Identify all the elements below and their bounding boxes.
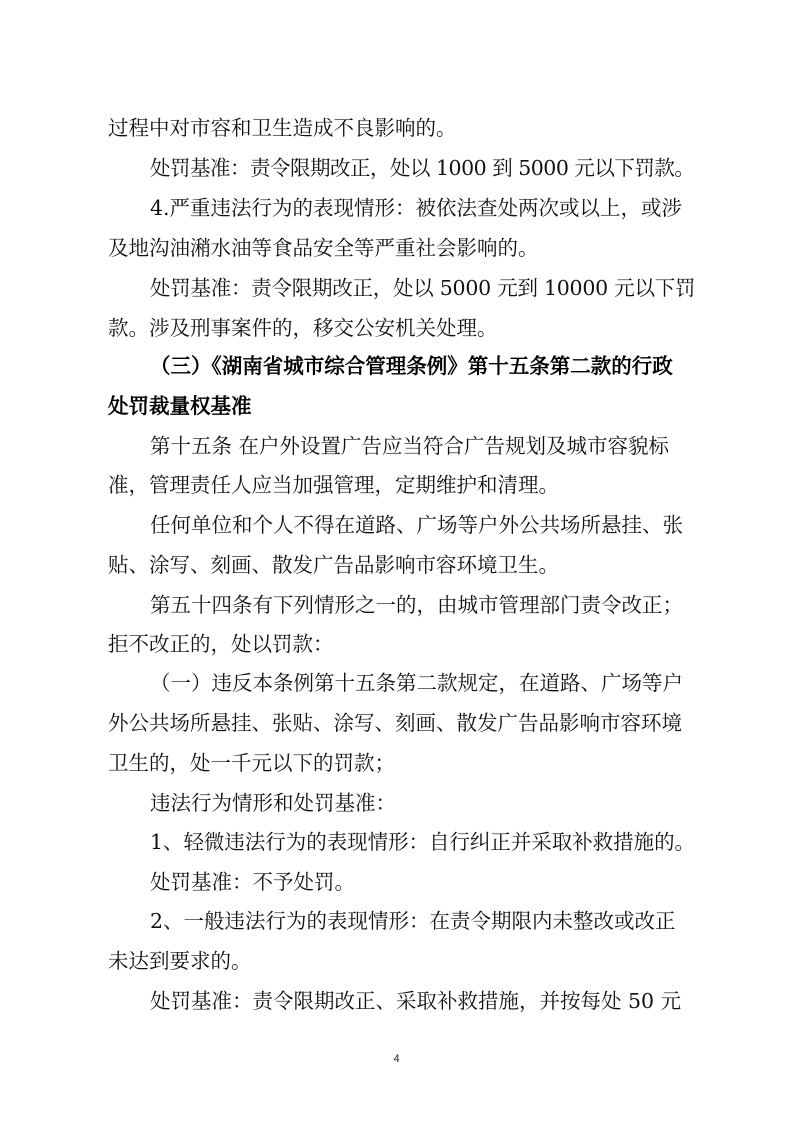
paragraph-line: 卫生的，处一千元以下的罚款； [108,751,395,775]
paragraph-line: 拒不改正的，处以罚款： [108,632,334,656]
paragraph-line: 准，管理责任人应当加强管理，定期维护和清理。 [108,473,559,497]
paragraph-line: 任何单位和个人不得在道路、广场等户外公共场所悬挂、张 [150,513,683,537]
paragraph-line: 贴、涂写、刻画、散发广告品影响市容环境卫生。 [108,553,559,577]
paragraph-line: 4.严重违法行为的表现情形：被依法查处两次或以上，或涉 [150,196,683,220]
paragraph-line: 及地沟油潲水油等食品安全等严重社会影响的。 [108,236,539,260]
paragraph-line: 2、一般违法行为的表现情形：在责令期限内未整改或改正 [150,909,676,933]
paragraph-line: 1、轻微违法行为的表现情形：自行纠正并采取补救措施的。 [150,830,696,854]
paragraph-line: 款。涉及刑事案件的，移交公安机关处理。 [108,316,498,340]
paragraph-line: 未达到要求的。 [108,949,252,973]
paragraph-line: 处罚基准：责令限期改正，处以 5000 元到 10000 元以下罚 [150,276,696,300]
paragraph-line: 第五十四条有下列情形之一的，由城市管理部门责令改正； [150,593,683,617]
section-heading-line: 处罚裁量权基准 [108,394,252,418]
paragraph-line: （一）违反本条例第十五条第二款规定，在道路、广场等户 [150,671,683,695]
paragraph-line: 外公共场所悬挂、张贴、涂写、刻画、散发广告品影响市容环境 [108,711,682,735]
section-heading-line: （三）《湖南省城市综合管理条例》第十五条第二款的行政 [150,354,673,378]
page-number: 4 [393,1053,400,1065]
paragraph-line: 处罚基准：不予处罚。 [150,870,355,894]
paragraph-line: 第十五条 在户外设置广告应当符合广告规划及城市容貌标 [150,434,670,458]
paragraph-line: 违法行为情形和处罚基准： [150,791,396,815]
paragraph-line: 处罚基准：责令限期改正、采取补救措施，并按每处 50 元 [150,989,682,1013]
paragraph-line: 过程中对市容和卫生造成不良影响的。 [108,116,457,140]
paragraph-line: 处罚基准：责令限期改正，处以 1000 到 5000 元以下罚款。 [150,156,695,180]
